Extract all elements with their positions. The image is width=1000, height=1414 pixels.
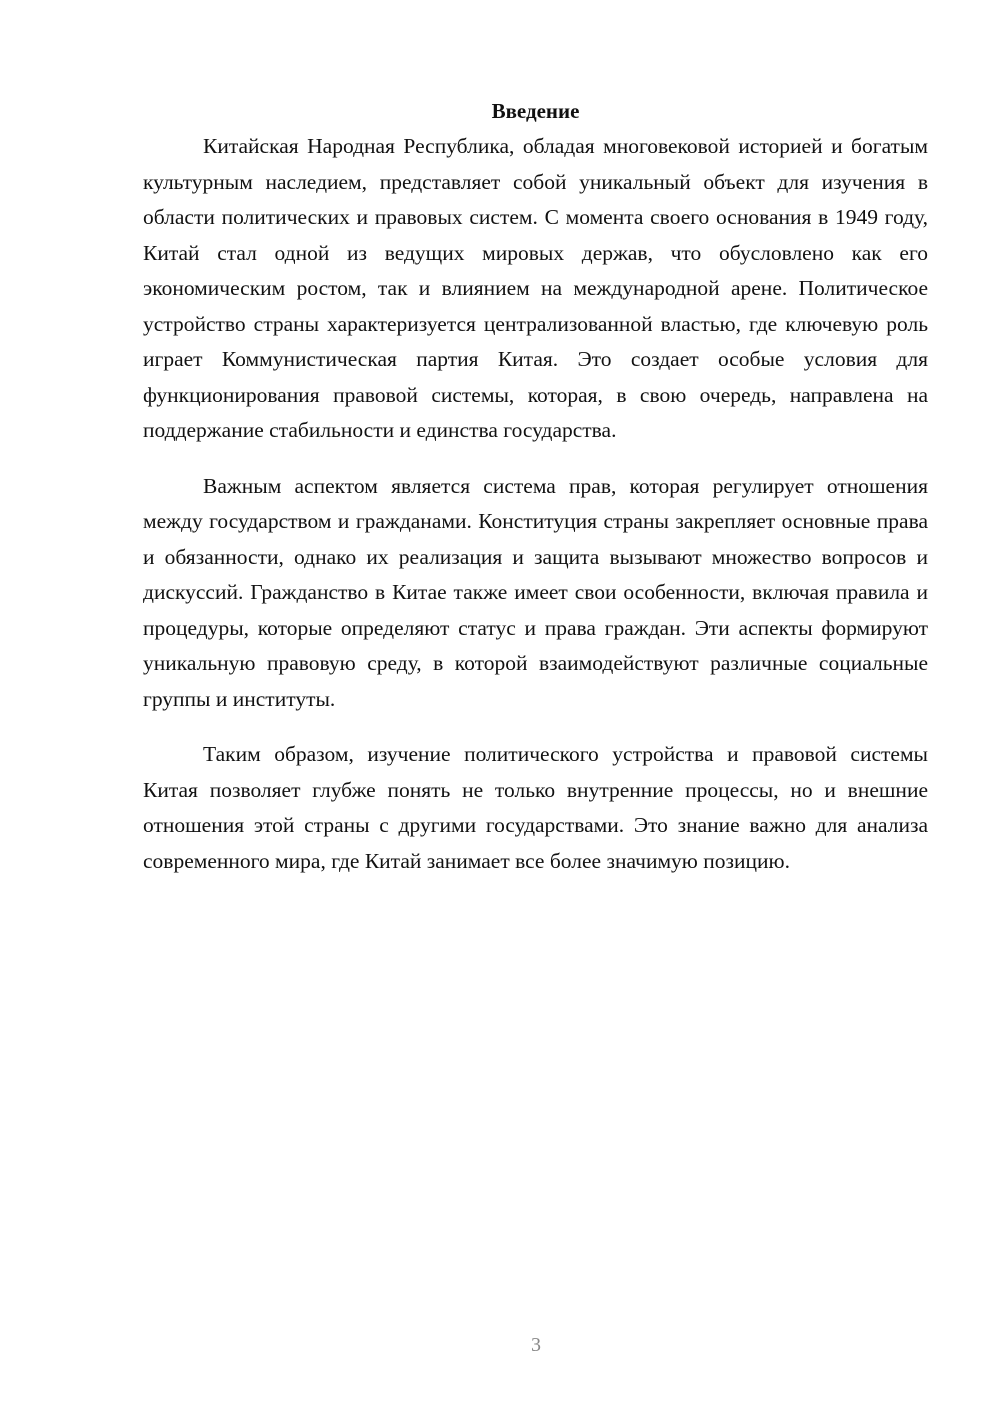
paragraph-intro: Китайская Народная Республика, обладая многовековой историей и богатым культурным наследием, представляет собой уникальный объект для изучения в области политических и правовых систем. С момента своего основания в 1949 году, Китай стал одной из ведущих мировых держав, что обусловлено как его экономическим ростом, так и влиянием на международной арене. Политическое устройство страны характеризуется централизованной властью, где ключевую роль играет Коммунистическая партия Китая. Это создает особые условия для функционирования правовой системы, которая, в свою очередь, направлена на поддержание стабильности и единства государства. [143, 134, 928, 442]
section-heading: Введение [491, 99, 580, 123]
page-content [143, 94, 928, 899]
page-number: 3 [531, 1334, 541, 1356]
paragraph-conclusion: Таким образом, изучение политического устройства и правовой системы Китая позволяет глубже понять не только внутренние процессы, но и внешние отношения этой страны с другими государствами. Это знание важно для анализа современного мира, где Китай занимает все более значимую позицию. [143, 742, 928, 873]
paragraph-rights: Важным аспектом является система прав, которая регулирует отношения между государством и гражданами. Конституция страны закрепляет основные права и обязанности, однако их реализация и защита вызывают множество вопросов и дискуссий. Гражданство в Китае также имеет свои особенности, включая правила и процедуры, которые определяют статус и права граждан. Эти аспекты формируют уникальную правовую среду, в которой взаимодействуют различные социальные группы и институты. [143, 473, 928, 711]
